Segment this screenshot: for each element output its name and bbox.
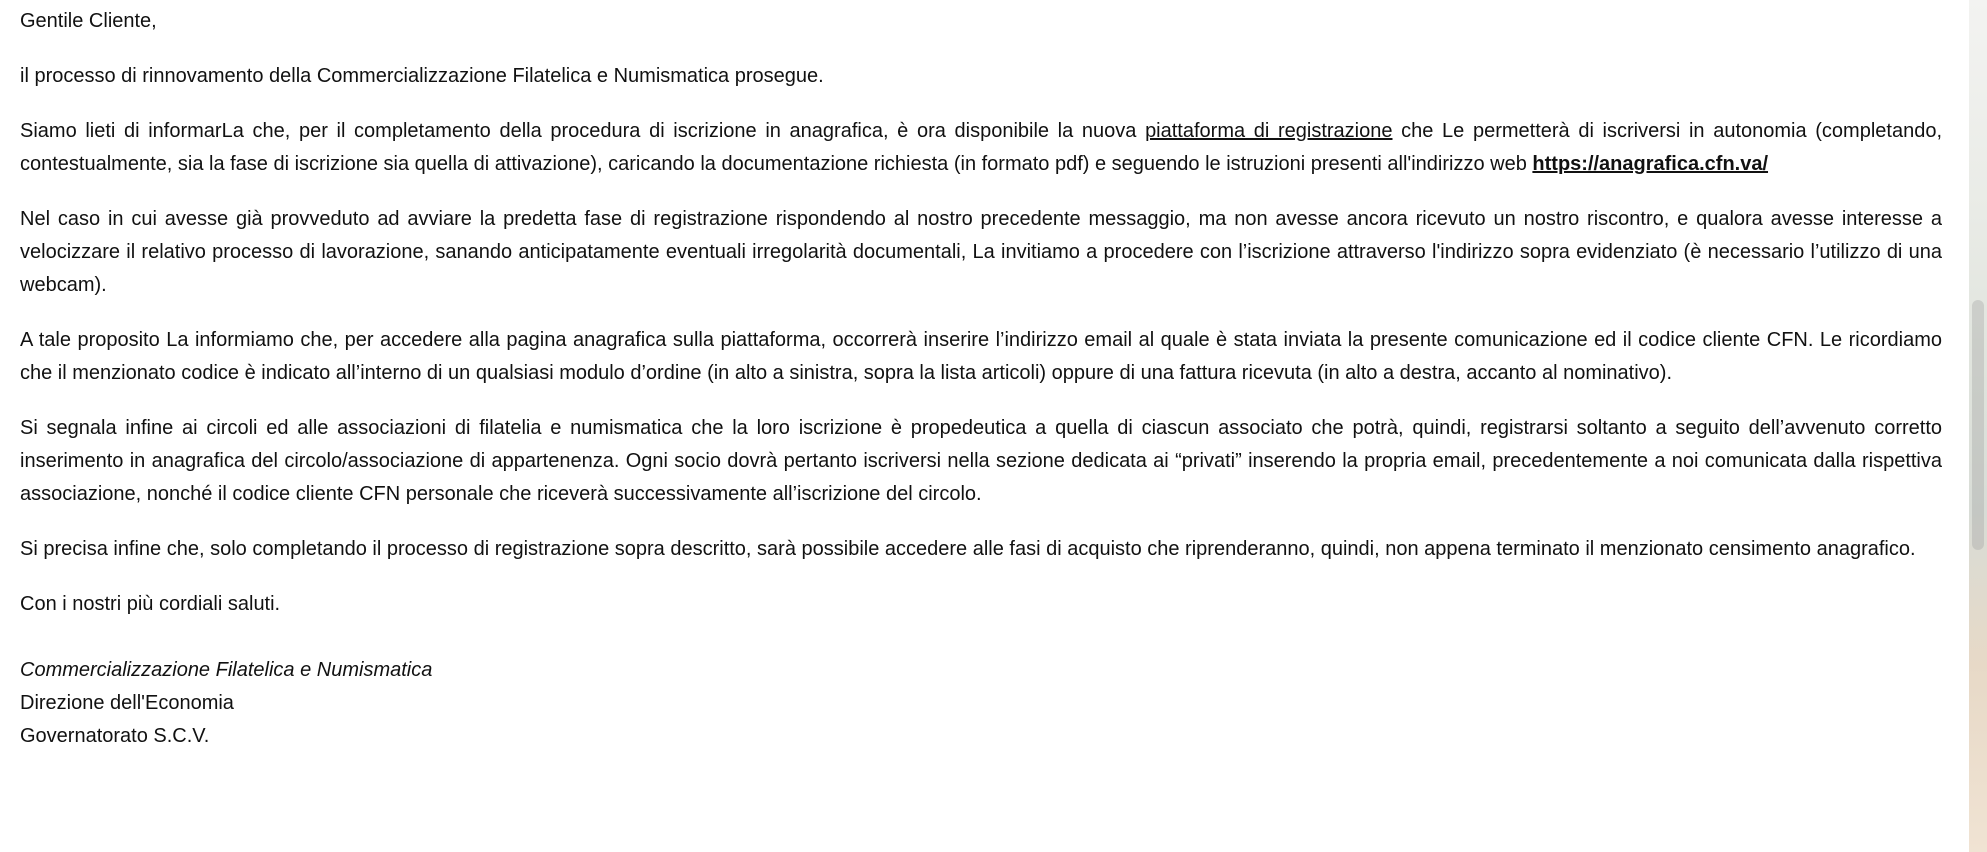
window-scrollbar[interactable] xyxy=(1969,0,1987,852)
signature-block xyxy=(20,654,1942,753)
signature-governorate: Governatorato S.C.V. xyxy=(20,725,210,747)
previous-registration-paragraph: Nel caso in cui avesse già provveduto ad avviare la predetta fase di registrazione rispondendo al nostro precedente messaggio, ma non avesse ancora ricevuto un nostro riscontro, e qualora avesse interesse a velocizzare il relativo processo di lavorazione, sanando anticipatamente eventuali irregolarità documentali, La invitiamo a procedere con l’iscrizione attraverso l'indirizzo sopra evidenziato (è necessario l’utilizzo di una webcam). xyxy=(20,208,1942,296)
email-body xyxy=(20,0,1942,753)
registration-text-after: che Le permetterà di iscriversi in autonomia (completando, contestualmente, sia la fase di iscrizione sia quella di attivazione), caricando la documentazione richiesta (in formato pdf) e seguendo le istruzioni presenti all'indirizzo web xyxy=(20,120,1943,175)
purchase-info-paragraph: Si precisa infine che, solo completando il processo di registrazione sopra descritto, sarà possibile accedere alle fasi di acquisto che riprenderanno, quindi, non appena terminato il menzionato censimento anagrafico. xyxy=(20,538,1916,560)
registration-url-link[interactable]: https://anagrafica.cfn.va/ xyxy=(1532,153,1769,175)
signature-direction: Direzione dell'Economia xyxy=(20,692,234,714)
associations-paragraph: Si segnala infine ai circoli ed alle associazioni di filatelia e numismatica che la loro iscrizione è propedeutica a quella di ciascun associato che potrà, quindi, registrarsi soltanto a seguito dell’avvenuto corretto inserimento in anagrafica del circolo/associazione di appartenenza. Ogni socio dovrà pertanto iscriversi nella sezione dedicata ai “privati” inserendo la propria email, precedentemente a noi comunicata dalla rispettiva associazione, nonché il codice cliente CFN personale che riceverà successivamente all’iscrizione del circolo. xyxy=(20,417,1942,505)
registration-text-before: Siamo lieti di informarLa che, per il completamento della procedura di iscrizione in anagrafica, è ora disponibile la nuova xyxy=(20,120,1146,142)
registration-paragraph xyxy=(20,115,1942,181)
registration-platform-link[interactable]: piattaforma di registrazione xyxy=(1145,120,1393,142)
closing-line: Con i nostri più cordiali saluti. xyxy=(20,593,281,615)
intro-paragraph: il processo di rinnovamento della Commercializzazione Filatelica e Numismatica prosegue. xyxy=(20,65,824,87)
signature-department: Commercializzazione Filatelica e Numismatica xyxy=(20,659,433,681)
scrollbar-thumb[interactable] xyxy=(1972,300,1984,550)
access-info-paragraph: A tale proposito La informiamo che, per accedere alla pagina anagrafica sulla piattaforma, occorrerà inserire l’indirizzo email al quale è stata inviata la presente comunicazione ed il codice cliente CFN. Le ricordiamo che il menzionato codice è indicato all’interno di un qualsiasi modulo d’ordine (in alto a sinistra, sopra la lista articoli) oppure di una fattura ricevuta (in alto a destra, accanto al nominativo). xyxy=(20,329,1942,384)
greeting: Gentile Cliente, xyxy=(20,10,157,32)
